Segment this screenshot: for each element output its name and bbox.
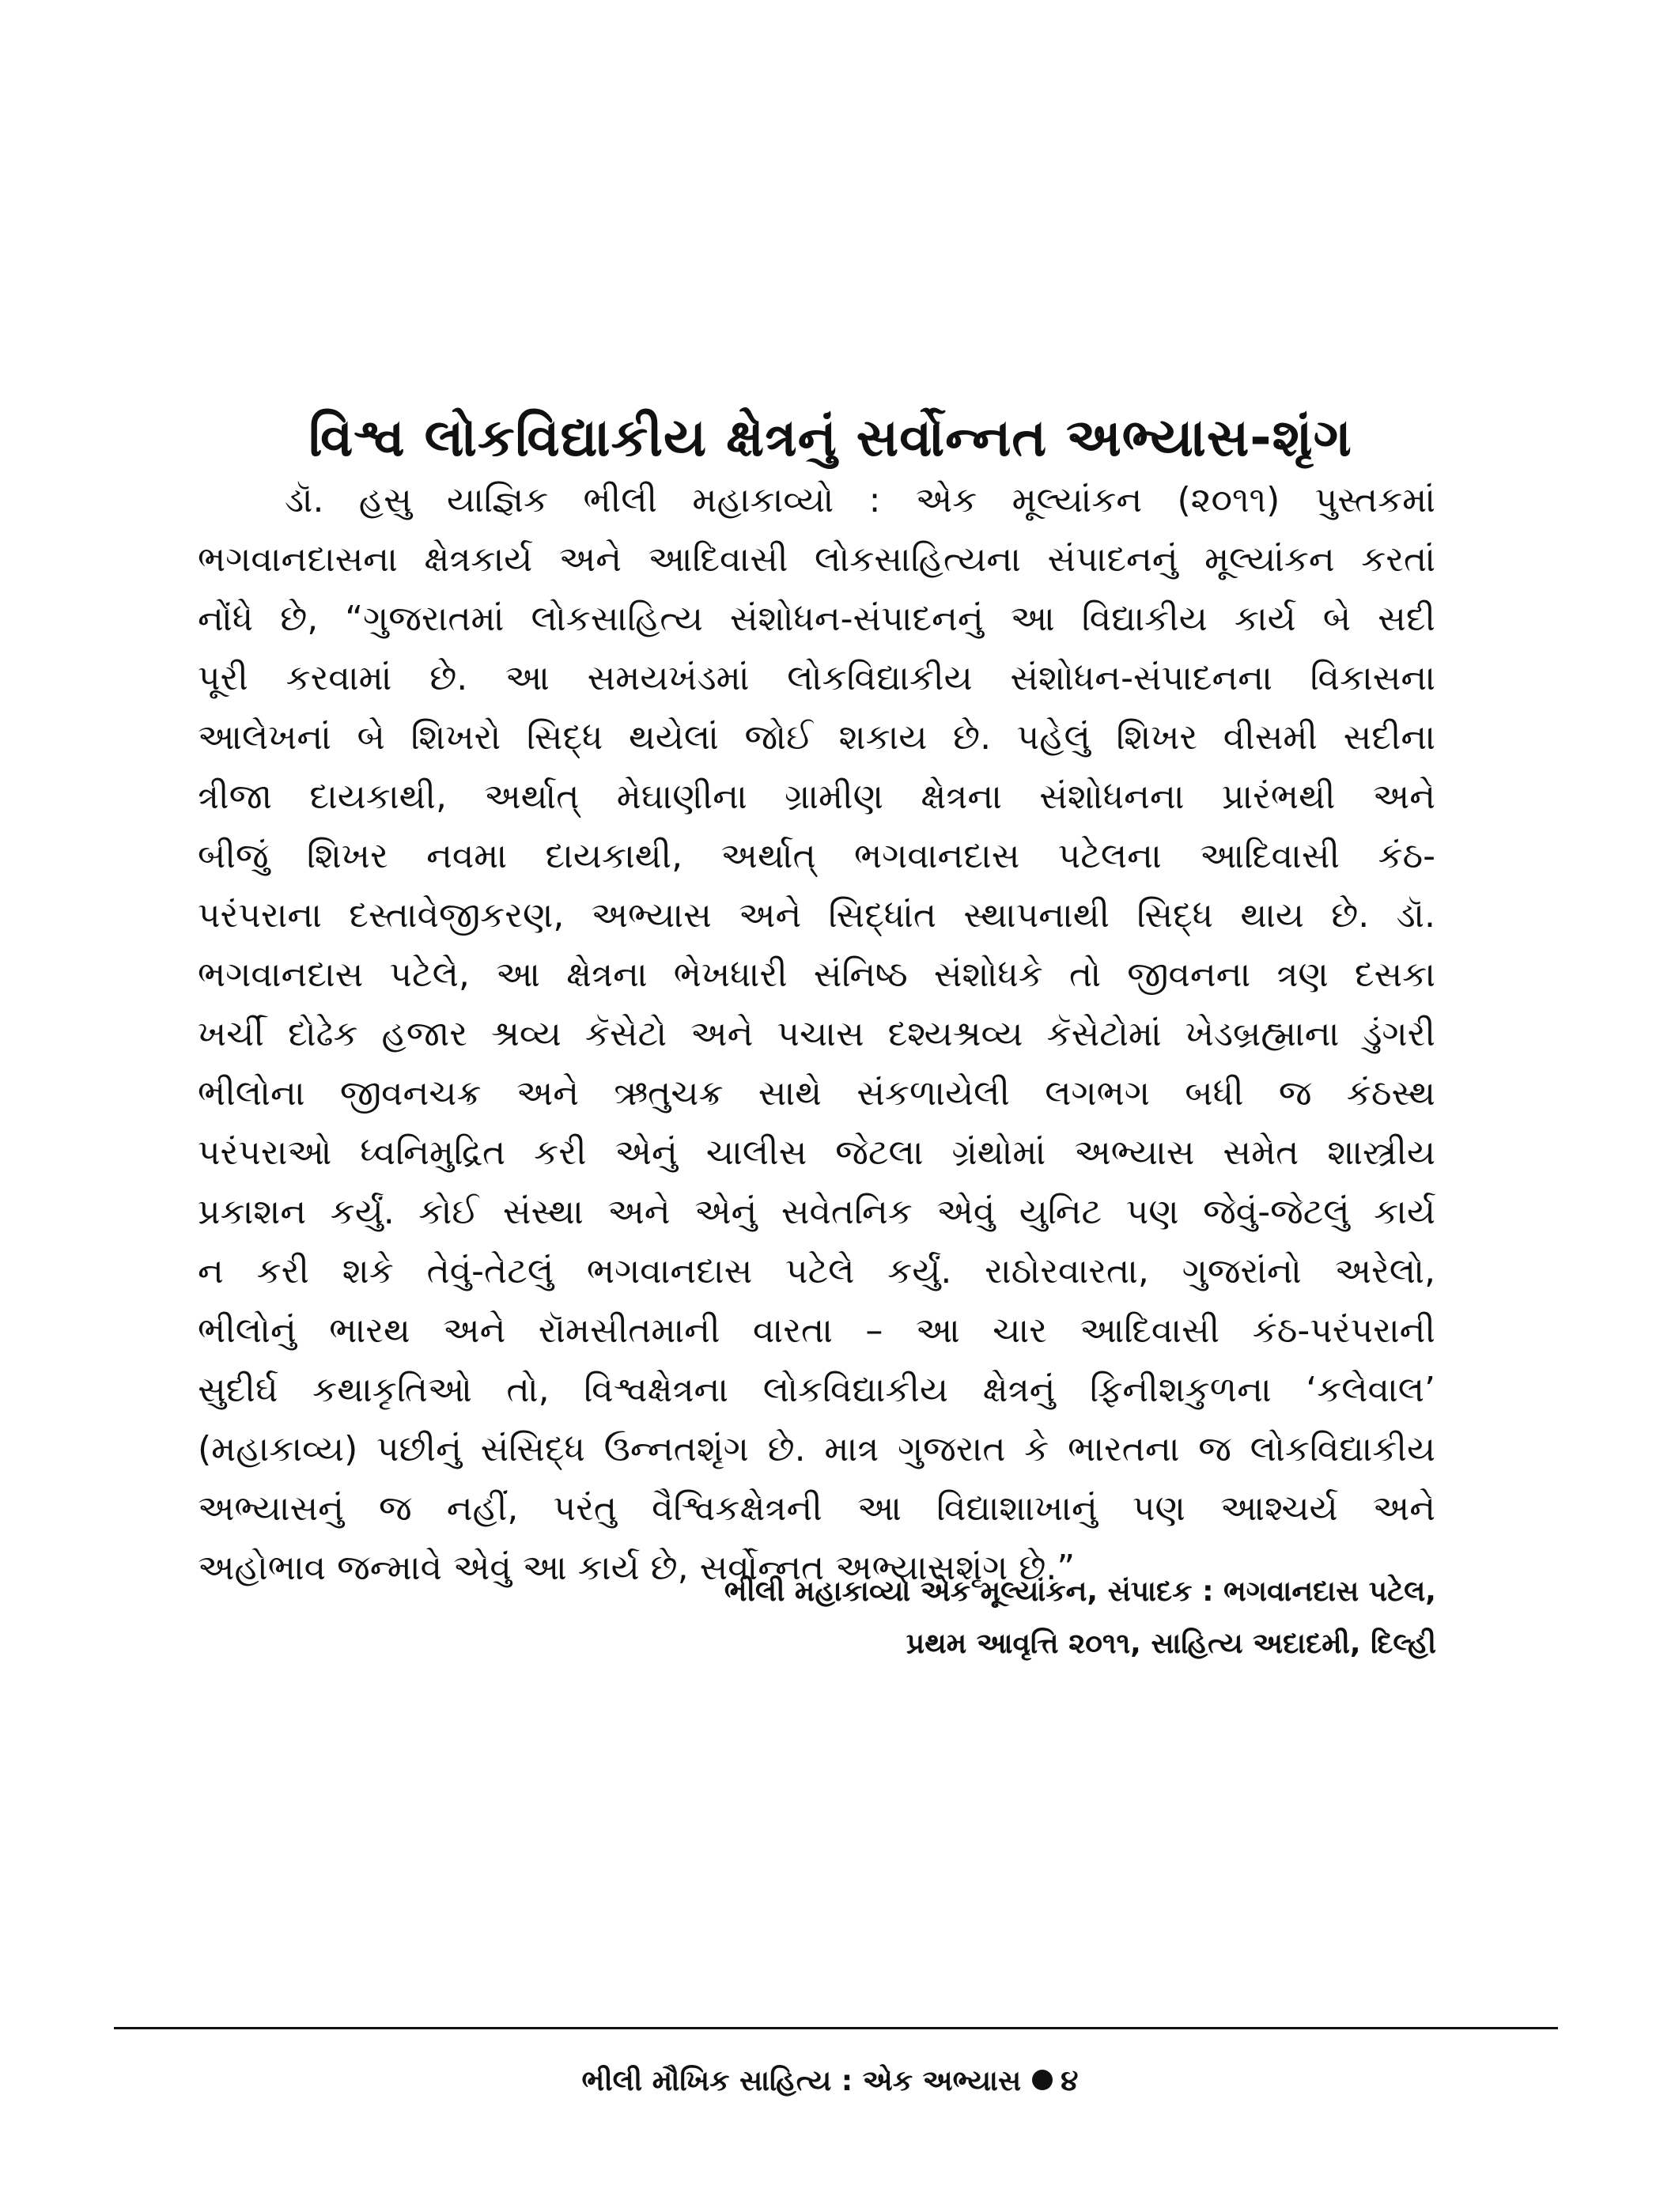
- body-line: (મહાકાવ્ય) પછીનું સંસિદ્ધ ઉન્નતશૃંગ છે. માત્ર ગુજરાત કે ભારતના જ લોકવિદ્યાકીય: [198, 1429, 1435, 1469]
- body-line: પ્રકાશન કર્યું. કોઈ સંસ્થા અને એનું સવેતનિક એવું યુનિટ પણ જેવું-જેટલું કાર્ય: [198, 1192, 1435, 1232]
- body-line: ત્રીજા દાયકાથી, અર્થાત્ મેઘાણીના ગ્રામીણ ક્ષેત્રના સંશોધનના પ્રારંભથી અને: [198, 777, 1435, 817]
- body-line: આલેખનાં બે શિખરો સિદ્ધ થયેલાં જોઈ શકાય છે. પહેલું શિખર વીસમી સદીના: [198, 717, 1435, 758]
- body-line: ન કરી શકે તેવું-તેટલું ભગવાનદાસ પટેલે કર્યું. રાઠોરવારતા, ગુજરાંનો અરેલો,: [198, 1251, 1435, 1291]
- body-line: અભ્યાસનું જ નહીં, પરંતુ વૈશ્વિકક્ષેત્રની આ વિદ્યાશાખાનું પણ આશ્ચર્ય અને: [198, 1488, 1435, 1529]
- citation-line: પ્રથમ આવૃત્તિ ૨૦૧૧, સાહિત્ય અદાદમી, દિલ્હી: [906, 1628, 1436, 1660]
- body-line: ખર્ચી દોઢેક હજાર શ્રવ્ય કૅસેટો અને પચાસ દશ્યશ્રવ્ય કૅસેટોમાં ખેડબ્રહ્માના ડુંગરી: [198, 1014, 1435, 1054]
- footer-book-title: ભીલી મૌખિક સાહિત્ય : એક અભ્યાસ: [581, 2065, 1022, 2097]
- page-number: ૪: [1061, 2065, 1079, 2097]
- page-title: વિશ્વ લોકવિદ્યાકીય ક્ષેત્રનું સર્વોન્નત અભ્યાસ-શૃંગ: [308, 407, 1352, 469]
- body-line: ભીલોના જીવનચક્ર અને ઋતુચક્ર સાથે સંકળાયેલી લગભગ બધી જ કંઠસ્થ: [198, 1073, 1435, 1114]
- body-line: અહોભાવ જન્માવે એવું આ કાર્ય છે, સર્વોન્નત અભ્યાસશૃંગ છે.”: [198, 1548, 1076, 1588]
- body-line: ડૉ. હસુ યાજ્ઞિક ભીલી મહાકાવ્યો : એક મૂલ્યાંકન (૨૦૧૧) પુસ્તકમાં: [285, 480, 1435, 520]
- body-line: બીજું શિખર નવમા દાયકાથી, અર્થાત્ ભગવાનદાસ પટેલના આદિવાસી કંઠ-: [198, 836, 1435, 876]
- body-line: સુદીર્ઘ કથાકૃતિઓ તો, વિશ્વક્ષેત્રના લોકવિદ્યાકીય ક્ષેત્રનું ફિનીશકુળના ‘કલેવાલ’: [198, 1370, 1435, 1410]
- page-footer: [0, 2064, 1660, 2098]
- citation: [487, 1566, 1436, 1670]
- bullet-icon: [1032, 2070, 1053, 2090]
- citation-line: ભીલી મહાકાવ્યો એક મૂલ્યાંકન, સંપાદક : ભગવાનદાસ પટેલ,: [724, 1575, 1436, 1608]
- body-line: ભગવાનદાસ પટેલે, આ ક્ષેત્રના ભેખધારી સંનિષ્ઠ સંશોધકે તો જીવનના ત્રણ દસકા: [198, 955, 1435, 995]
- body-line: નોંધે છે, “ગુજરાતમાં લોકસાહિત્ય સંશોધન-સંપાદનનું આ વિદ્યાકીય કાર્ય બે સદી: [198, 599, 1435, 639]
- body-line: પૂરી કરવામાં છે. આ સમયખંડમાં લોકવિદ્યાકીય સંશોધન-સંપાદનના વિકાસના: [198, 658, 1435, 698]
- body-paragraph: [198, 471, 1435, 1598]
- body-line: પરંપરાઓ ધ્વનિમુદ્રિત કરી એનું ચાલીસ જેટલા ગ્રંથોમાં અભ્યાસ સમેત શાસ્ત્રીય: [198, 1132, 1435, 1173]
- footer-divider: [114, 2027, 1558, 2029]
- body-line: ભીલોનું ભારથ અને રૉમસીતમાની વારતા – આ ચાર આદિવાસી કંઠ-પરંપરાની: [198, 1310, 1435, 1351]
- body-line: પરંપરાના દસ્તાવેજીકરણ, અભ્યાસ અને સિદ્ધાંત સ્થાપનાથી સિદ્ધ થાય છે. ડૉ.: [198, 895, 1435, 936]
- body-line: ભગવાનદાસના ક્ષેત્રકાર્ય અને આદિવાસી લોકસાહિત્યના સંપાદનનું મૂલ્યાંકન કરતાં: [198, 539, 1435, 580]
